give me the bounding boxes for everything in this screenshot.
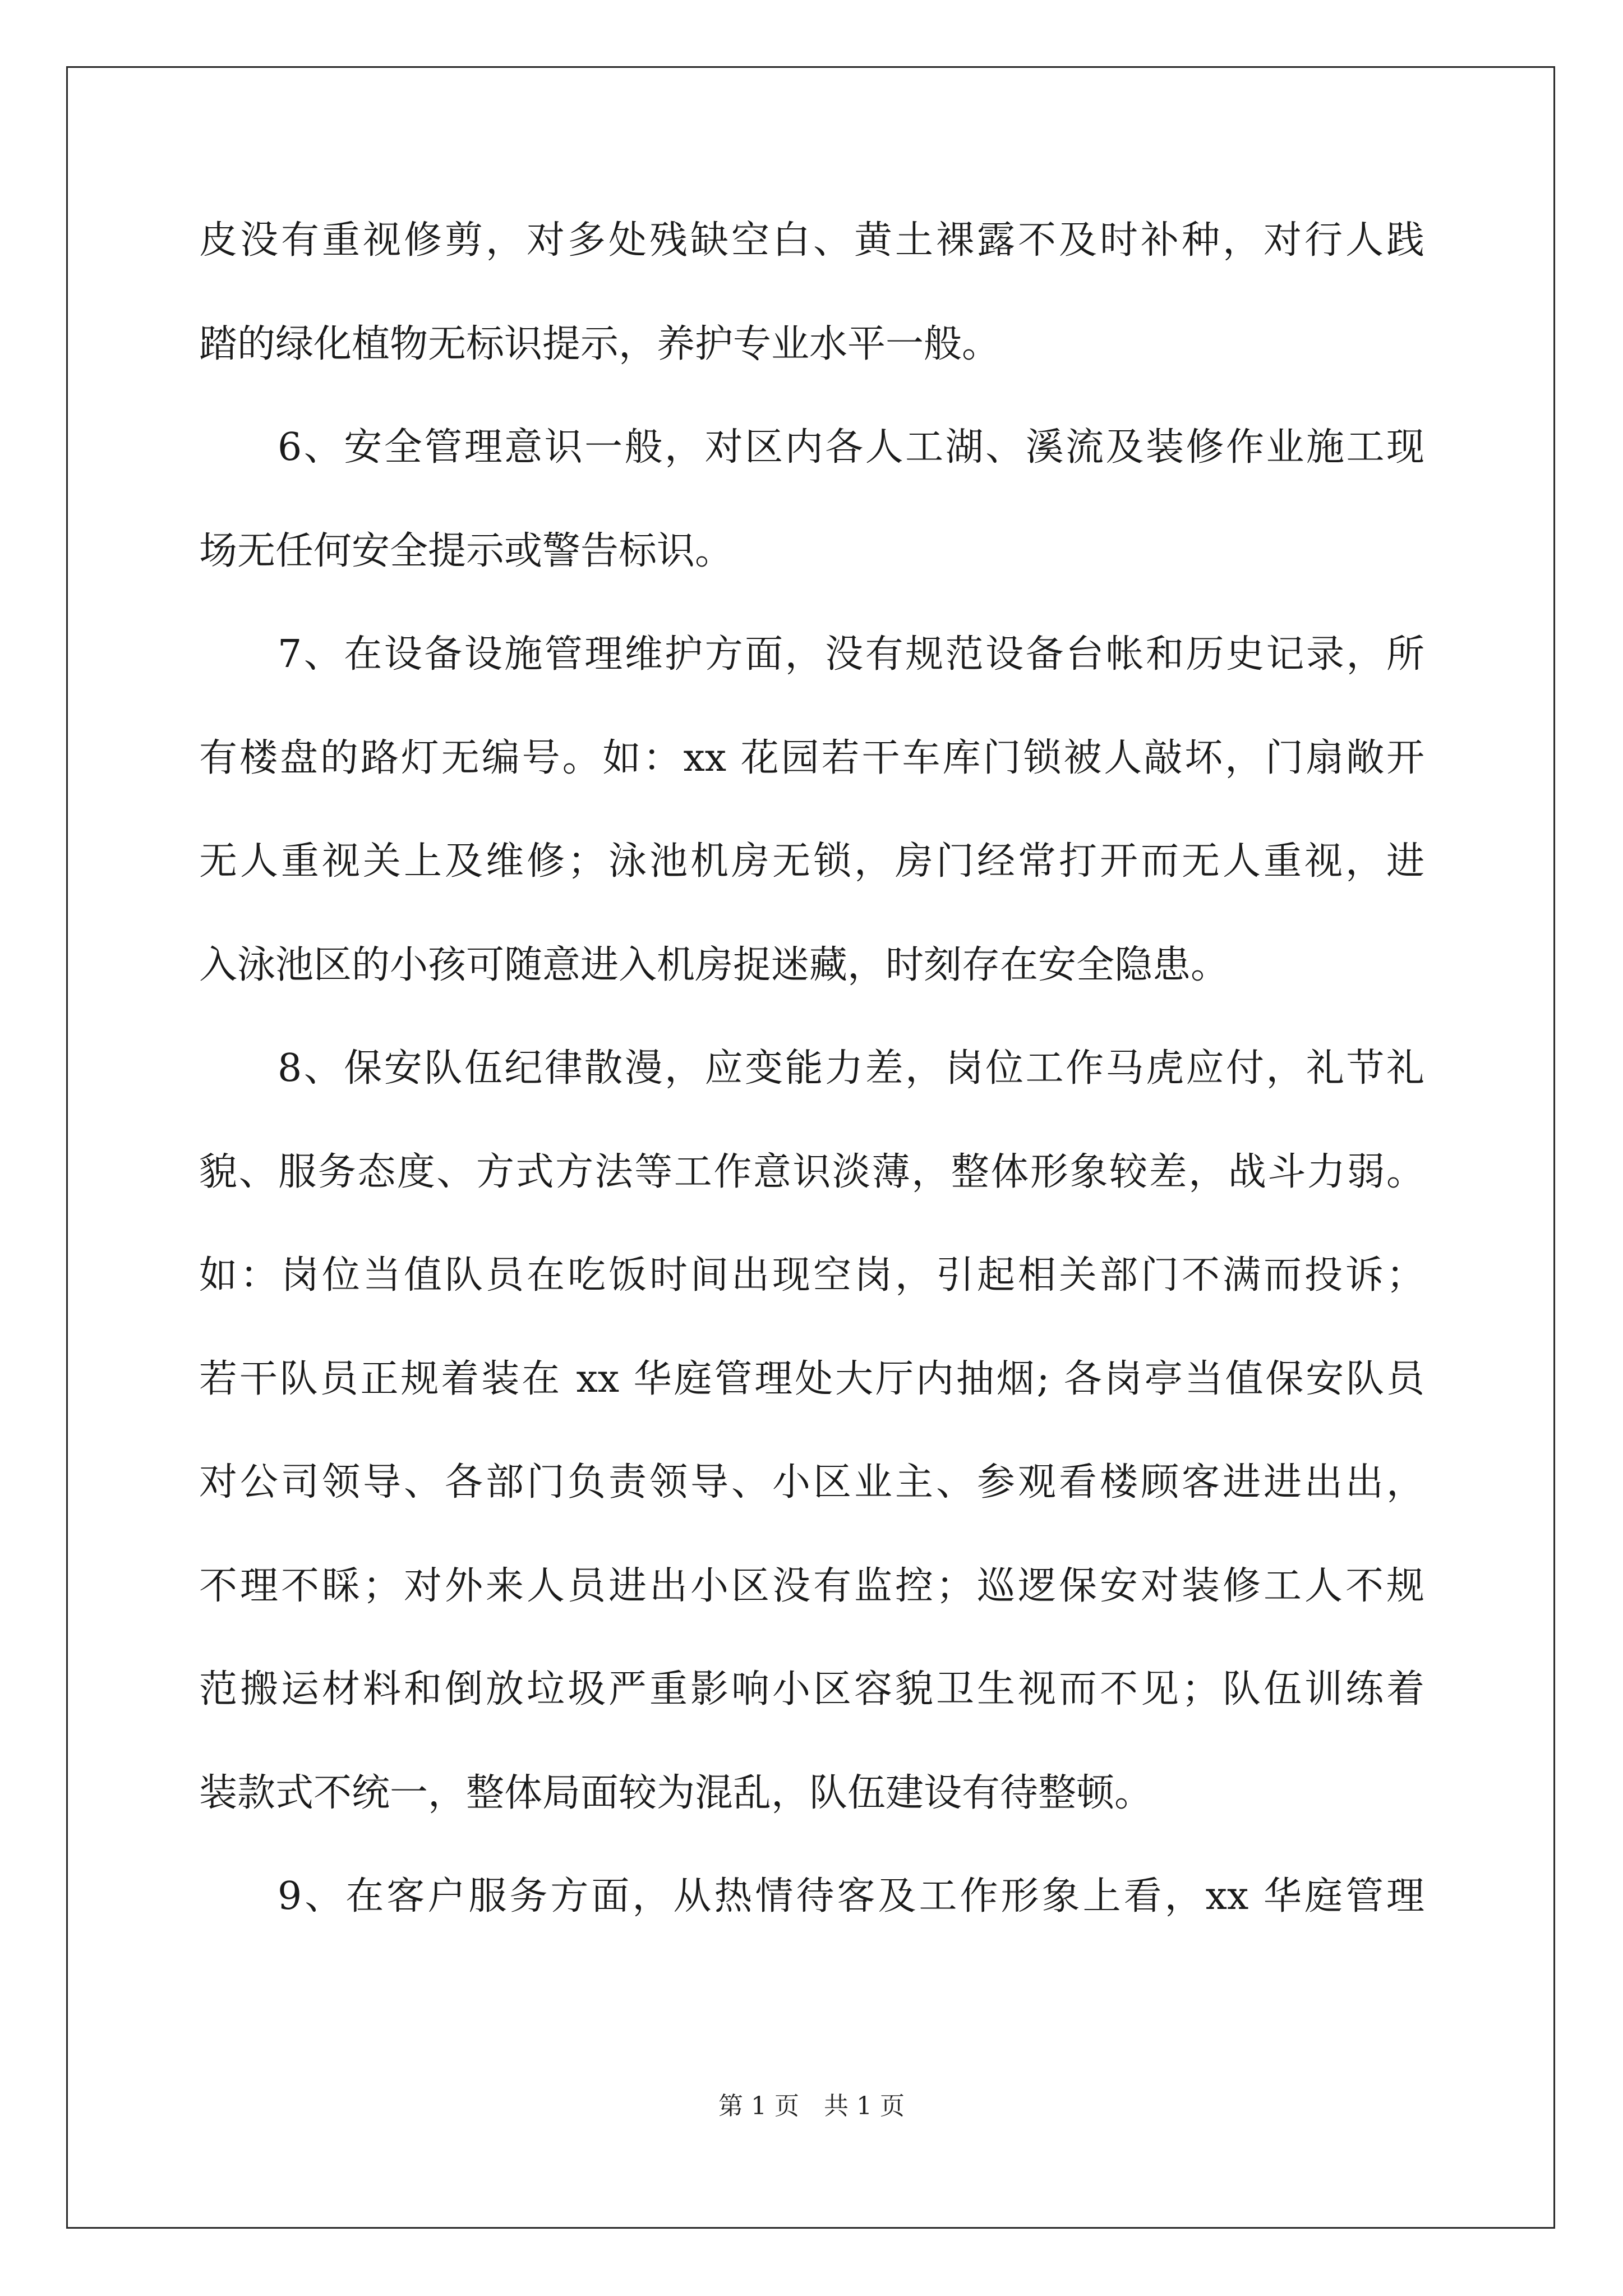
text-line: 不理不睬；对外来人员进出小区没有监控；巡逻保安对装修工人不规: [199, 1563, 1424, 1608]
paragraph-start-line: 9、在客户服务方面，从热情待客及工作形象上看，xx 华庭管理: [278, 1874, 1424, 1918]
text-line: 如：岗位当值队员在吃饭时间出现空岗，引起相关部门不满而投诉；: [199, 1253, 1424, 1297]
text-line: 皮没有重视修剪，对多处残缺空白、黄土裸露不及时补种，对行人践: [199, 218, 1424, 263]
text-line: 对公司领导、各部门负责领导、小区业主、参观看楼顾客进进出出，: [199, 1460, 1424, 1504]
page-total: 共 1 页: [824, 2092, 905, 2120]
document-body: [199, 218, 1424, 1981]
text-line: 入泳池区的小孩可随意进入机房捉迷藏，时刻存在安全隐患。: [199, 942, 1229, 987]
text-line: 范搬运材料和倒放垃圾严重影响小区容貌卫生视而不见；队伍训练着: [199, 1667, 1424, 1711]
paragraph-start-line: 6、安全管理意识一般，对区内各人工湖、溪流及装修作业施工现: [278, 425, 1424, 470]
page-footer: [0, 2094, 1623, 2119]
paragraph-start-line: 7、在设备设施管理维护方面，没有规范设备台帐和历史记录，所: [278, 632, 1424, 677]
text-line: 装款式不统一，整体局面较为混乱，队伍建设有待整顿。: [199, 1770, 1153, 1815]
text-line: 无人重视关上及维修；泳池机房无锁，房门经常打开而无人重视，进: [199, 839, 1424, 884]
text-line: 踏的绿化植物无标识提示，养护专业水平一般。: [199, 321, 1000, 366]
text-line: 若干队员正规着装在 xx 华庭管理处大厅内抽烟; 各岗亭当值保安队员: [199, 1356, 1424, 1401]
text-line: 貌、服务态度、方式方法等工作意识淡薄，整体形象较差，战斗力弱。: [199, 1149, 1424, 1194]
paragraph-start-line: 8、保安队伍纪律散漫，应变能力差，岗位工作马虎应付，礼节礼: [278, 1046, 1424, 1091]
text-line: 有楼盘的路灯无编号。如：xx 花园若干车库门锁被人敲坏，门扇敞开: [199, 735, 1424, 780]
page-number: 第 1 页: [718, 2092, 799, 2120]
text-line: 场无任何安全提示或警告标识。: [199, 528, 734, 573]
